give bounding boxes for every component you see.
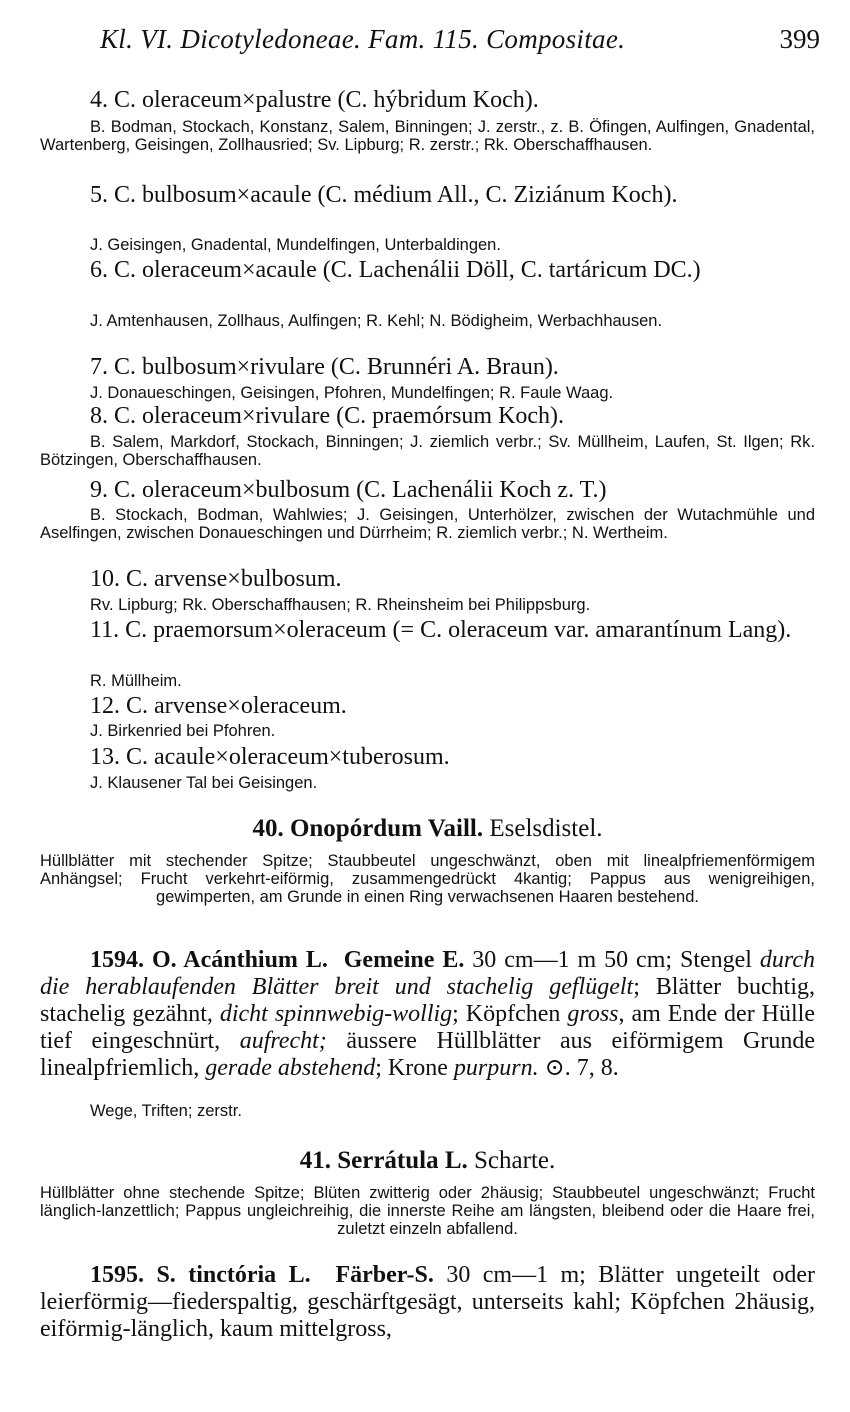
species-number: 1595. xyxy=(90,1262,144,1288)
locations-6: J. Amtenhausen, Zollhaus, Aulfingen; R. Kehl; N. Bödigheim, Werbachhausen. xyxy=(90,312,663,330)
locations-7: J. Donaueschingen, Geisingen, Pfohren, Mundelfingen; R. Faule Waag. xyxy=(90,384,614,402)
species-name: O. Acánthium L. xyxy=(151,947,328,973)
hybrid-entry-7: 7. C. bulbosum×rivulare (C. Brunnéri A. Braun). xyxy=(90,354,559,380)
hybrid-entry-11: 11. C. praemorsum×oleraceum (= C. oleraceum var. amarantínum Lang). xyxy=(90,617,792,643)
hybrid-entry-6: 6. C. oleraceum×acaule (C. Lachenálii Döll, C. tartáricum DC.) xyxy=(90,257,701,283)
genus-name: Onopórdum Vaill. xyxy=(289,815,484,842)
species-italic-3: gross xyxy=(567,1001,619,1027)
hybrid-entry-5: 5. C. bulbosum×acaule (C. médium All., C. Ziziánum Koch). xyxy=(90,182,678,208)
hybrid-entry-8: 8. C. oleraceum×rivulare (C. praemórsum Koch). xyxy=(90,403,565,429)
locations-5: J. Geisingen, Gnadental, Mundelfingen, Unterbaldingen. xyxy=(90,236,501,254)
genus-heading-onopordum xyxy=(40,815,815,843)
species-1594-habitat: Wege, Triften; zerstr. xyxy=(90,1102,242,1120)
species-italic-1: durch die herablaufenden Blätter breit und stachelig geflügelt xyxy=(40,947,816,1000)
species-text-6: ; Krone xyxy=(375,1055,454,1081)
species-1594 xyxy=(40,947,815,1082)
species-name: S. tinctória L. xyxy=(156,1262,311,1288)
locations-9: B. Stockach, Bodman, Wahlwies; J. Geisingen, Unterhölzer, zwischen der Wutachmühle und Aselfingen, zwischen Donaueschingen und Dürrheim; R. ziemlich verbr.; N. Wertheim. xyxy=(40,506,815,542)
page-number: 399 xyxy=(779,24,820,54)
species-italic-6: purpurn. xyxy=(453,1055,539,1081)
hybrid-entry-9: 9. C. oleraceum×bulbosum (C. Lachenálii Koch z. T.) xyxy=(90,477,607,503)
locations-4: B. Bodman, Stockach, Konstanz, Salem, Binningen; J. zerstr., z. B. Öfingen, Aulfingen, Gnadental, Wartenberg, Geisingen, Zollhausried; Sv. Lipburg; R. zerstr.; Rk. Oberschaffhausen. xyxy=(40,118,815,154)
locations-11: R. Müllheim. xyxy=(90,672,182,690)
genus-heading-serratula xyxy=(40,1147,815,1175)
species-italic-2: dicht spinnwebig-wollig xyxy=(219,1001,453,1027)
species-common-name: Färber-S. xyxy=(335,1262,434,1288)
species-text-1: 30 cm—1 m 50 cm; Stengel xyxy=(464,947,760,973)
genus-name: Serrátula L. xyxy=(337,1147,468,1174)
species-text-2: ; Blätter buchtig, stachelig gezähnt, xyxy=(40,974,816,1027)
genus-number: 40. xyxy=(252,815,284,842)
genus-number: 41. xyxy=(299,1147,331,1174)
hybrid-entry-13: 13. C. acaule×oleraceum×tuberosum. xyxy=(90,744,450,770)
hybrid-entry-4: 4. C. oleraceum×palustre (C. hýbridum Koch). xyxy=(90,87,539,113)
header-title: Kl. VI. Dicotyledoneae. Fam. 115. Compositae. xyxy=(100,24,626,54)
hybrid-entry-12: 12. C. arvense×oleraceum. xyxy=(90,693,347,719)
genus-common-name: Eselsdistel. xyxy=(489,815,603,842)
hybrid-entry-10: 10. C. arvense×bulbosum. xyxy=(90,566,342,592)
locations-12: J. Birkenried bei Pfohren. xyxy=(90,722,276,740)
genus-common-name: Scharte. xyxy=(474,1147,556,1174)
species-1595 xyxy=(40,1262,815,1343)
species-italic-4: aufrecht; xyxy=(239,1028,327,1054)
running-header xyxy=(100,24,820,64)
species-text-4: , am Ende der Hülle tief eingeschnürt, xyxy=(40,1001,815,1054)
species-text-3: ; Köpfchen xyxy=(452,1001,568,1027)
genus-description-onopordum: Hüllblätter mit stechender Spitze; Staubbeutel ungeschwänzt, oben mit linealpfriemenförmigem Anhängsel; Frucht verkehrt-eiförmig, zusammengedrückt 4kantig; Pappus aus wenigreihigen, gewimperten, am Grunde in einen Ring verwachsenen Haaren bestehend. xyxy=(40,852,815,906)
species-text-7: ⊙. 7, 8. xyxy=(538,1055,619,1081)
species-common-name: Gemeine E. xyxy=(343,947,465,973)
locations-8: B. Salem, Markdorf, Stockach, Binningen; J. ziemlich verbr.; Sv. Müllheim, Laufen, St. Ilgen; Rk. Bötzingen, Oberschaffhausen. xyxy=(40,433,815,469)
locations-13: J. Klausener Tal bei Geisingen. xyxy=(90,774,318,792)
species-italic-5: gerade abstehend xyxy=(205,1055,376,1081)
species-text-5: äussere Hüllblätter aus eiförmigem Grunde linealpfriemlich, xyxy=(40,1028,815,1081)
species-number: 1594. xyxy=(90,947,144,973)
locations-10: Rv. Lipburg; Rk. Oberschaffhausen; R. Rheinsheim bei Philippsburg. xyxy=(90,596,591,614)
genus-description-serratula: Hüllblätter ohne stechende Spitze; Blüten zwitterig oder 2häusig; Staubbeutel ungeschwänzt; Frucht länglich-lanzettlich; Pappus ungleichreihig, die innerste Reihe am längsten, bleibend oder die Haare frei, zuletzt einzeln abfallend. xyxy=(40,1184,815,1238)
species-text: 30 cm—1 m; Blätter ungeteilt oder leierförmig—fiederspaltig, geschärftgesägt, unterseits kahl; Köpfchen 2häusig, eiförmig-länglich, kaum mittelgross, xyxy=(40,1262,816,1342)
